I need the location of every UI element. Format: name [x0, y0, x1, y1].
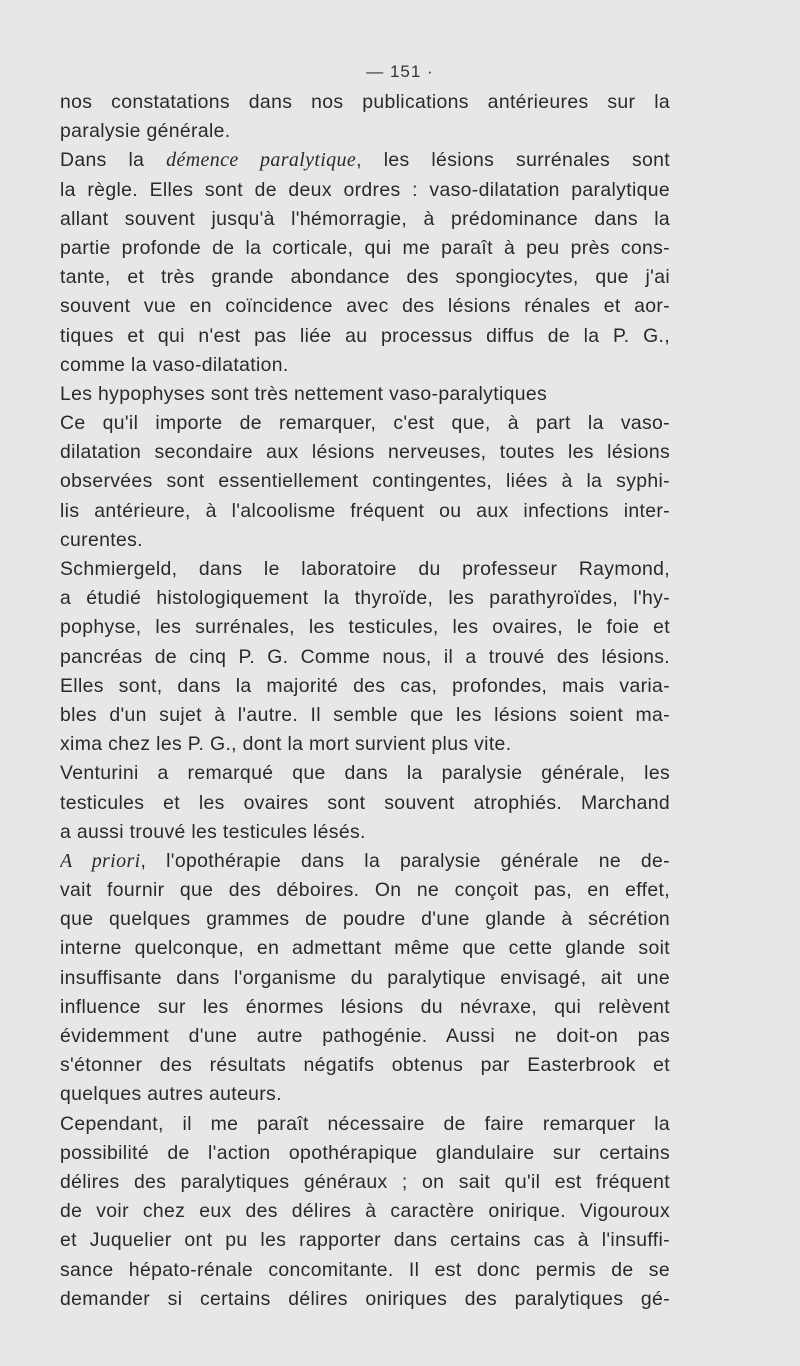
text-line	[60, 934, 670, 963]
text-line	[60, 818, 670, 847]
text-line	[60, 789, 670, 818]
text-line	[60, 613, 670, 642]
text-segment: possibilité de l'action opothérapique glandulaire sur certains	[60, 1141, 670, 1164]
text-segment: , l'opothérapie dans la paralysie générale ne de-	[140, 849, 670, 872]
text-segment: s'étonner des résultats négatifs obtenus par Easterbrook et	[60, 1054, 670, 1077]
text-line	[60, 351, 670, 380]
text-segment: demander si certains délires oniriques des paralytiques gé-	[60, 1287, 670, 1310]
text-segment: , les lésions surrénales sont	[356, 149, 670, 172]
text-segment: Les hypophyses sont très nettement vaso-paralytiques	[60, 382, 548, 405]
text-line	[60, 526, 670, 555]
text-line	[60, 643, 670, 672]
italic-text: A priori	[60, 849, 141, 872]
text-segment: Elles sont, dans la majorité des cas, profondes, mais varia-	[60, 674, 670, 697]
italic-text: démence paralytique	[166, 149, 357, 172]
text-line	[60, 730, 670, 759]
page-number: — 151 ·	[366, 62, 434, 81]
text-line	[60, 1139, 670, 1168]
text-segment: a aussi trouvé les testicules lésés.	[60, 820, 366, 843]
text-line	[60, 292, 670, 321]
text-segment: observées sont essentiellement contingentes, liées à la syphi-	[60, 470, 670, 493]
text-line	[60, 1110, 670, 1139]
text-line	[60, 993, 670, 1022]
text-line	[60, 1256, 670, 1285]
text-segment: nos constatations dans nos publications antérieures sur la	[60, 91, 670, 113]
text-segment: sance hépato-rénale concomitante. Il est donc permis de se	[60, 1258, 670, 1281]
text-line	[60, 263, 670, 292]
text-segment: tante, et très grande abondance des spongiocytes, que j'ai	[60, 266, 670, 289]
text-line	[60, 88, 670, 117]
text-line	[60, 1285, 670, 1314]
text-line	[60, 1080, 670, 1109]
text-line	[60, 497, 670, 526]
text-segment: Dans la	[60, 149, 167, 172]
text-segment: comme la vaso-dilatation.	[60, 353, 289, 376]
text-segment: dilatation secondaire aux lésions nerveuses, toutes les lésions	[60, 441, 670, 464]
text-line	[60, 964, 670, 993]
text-segment: interne quelconque, en admettant même que cette glande soit	[60, 937, 670, 960]
text-line	[60, 1022, 670, 1051]
text-segment: Cependant, il me paraît nécessaire de faire remarquer la	[60, 1112, 670, 1135]
text-line	[60, 380, 670, 409]
text-segment: insuffisante dans l'organisme du paralytique envisagé, ait une	[60, 966, 670, 989]
text-line	[60, 759, 670, 788]
text-segment: Venturini a remarqué que dans la paralysie générale, les	[60, 762, 670, 785]
text-segment: de voir chez eux des délires à caractère onirique. Vigouroux	[60, 1200, 670, 1223]
text-segment: pophyse, les surrénales, les testicules, les ovaires, le foie et	[60, 616, 670, 639]
text-segment: a étudié histologiquement la thyroïde, les parathyroïdes, l'hy-	[60, 587, 670, 610]
text-segment: vait fournir que des déboires. On ne conçoit pas, en effet,	[60, 879, 670, 902]
text-line	[60, 905, 670, 934]
text-segment: xima chez les P. G., dont la mort survient plus vite.	[60, 733, 512, 756]
text-segment: que quelques grammes de poudre d'une glande à sécrétion	[60, 908, 670, 931]
text-segment: tiques et qui n'est pas liée au processus diffus de la P. G.,	[60, 324, 670, 347]
text-segment: allant souvent jusqu'à l'hémorragie, à prédominance dans la	[60, 207, 670, 230]
text-segment: partie profonde de la corticale, qui me paraît à peu près cons-	[60, 236, 670, 259]
text-line	[60, 1226, 670, 1255]
text-line	[60, 438, 670, 467]
text-segment: Ce qu'il importe de remarquer, c'est que, à part la vaso-	[60, 412, 670, 435]
text-segment: Schmiergeld, dans le laboratoire du professeur Raymond,	[60, 558, 670, 580]
text-segment: curentes.	[60, 528, 143, 551]
text-segment: lis antérieure, à l'alcoolisme fréquent ou aux infections inter-	[60, 499, 670, 522]
text-line	[60, 322, 670, 351]
text-line	[60, 234, 670, 263]
text-segment: bles d'un sujet à l'autre. Il semble que les lésions soient ma-	[60, 703, 670, 726]
text-line	[60, 176, 670, 205]
text-line	[60, 205, 670, 234]
text-line	[60, 584, 670, 613]
text-segment: et Juquelier ont pu les rapporter dans certains cas à l'insuffi-	[60, 1229, 670, 1252]
text-line	[60, 117, 670, 146]
text-line	[60, 146, 670, 175]
text-segment: influence sur les énormes lésions du névraxe, qui relèvent	[60, 995, 670, 1018]
text-line	[60, 876, 670, 905]
text-segment: la règle. Elles sont de deux ordres : vaso-dilatation paralytique	[60, 178, 670, 201]
text-segment: paralysie générale.	[60, 120, 231, 143]
text-line	[60, 1168, 670, 1197]
text-segment: évidemment d'une autre pathogénie. Aussi ne doit-on pas	[60, 1025, 670, 1047]
body-text	[60, 88, 670, 1314]
text-line	[60, 555, 670, 584]
text-line	[60, 467, 670, 496]
text-segment: délires des paralytiques généraux ; on sait qu'il est fréquent	[60, 1170, 670, 1193]
text-line	[60, 1197, 670, 1226]
text-line	[60, 701, 670, 730]
text-segment: quelques autres auteurs.	[60, 1083, 282, 1106]
text-line	[60, 409, 670, 438]
text-line	[60, 1051, 670, 1080]
text-line	[60, 847, 670, 876]
text-segment: pancréas de cinq P. G. Comme nous, il a trouvé des lésions.	[60, 645, 670, 668]
text-line	[60, 672, 670, 701]
text-segment: testicules et les ovaires sont souvent atrophiés. Marchand	[60, 791, 670, 814]
text-segment: souvent vue en coïncidence avec des lésions rénales et aor-	[60, 295, 670, 318]
